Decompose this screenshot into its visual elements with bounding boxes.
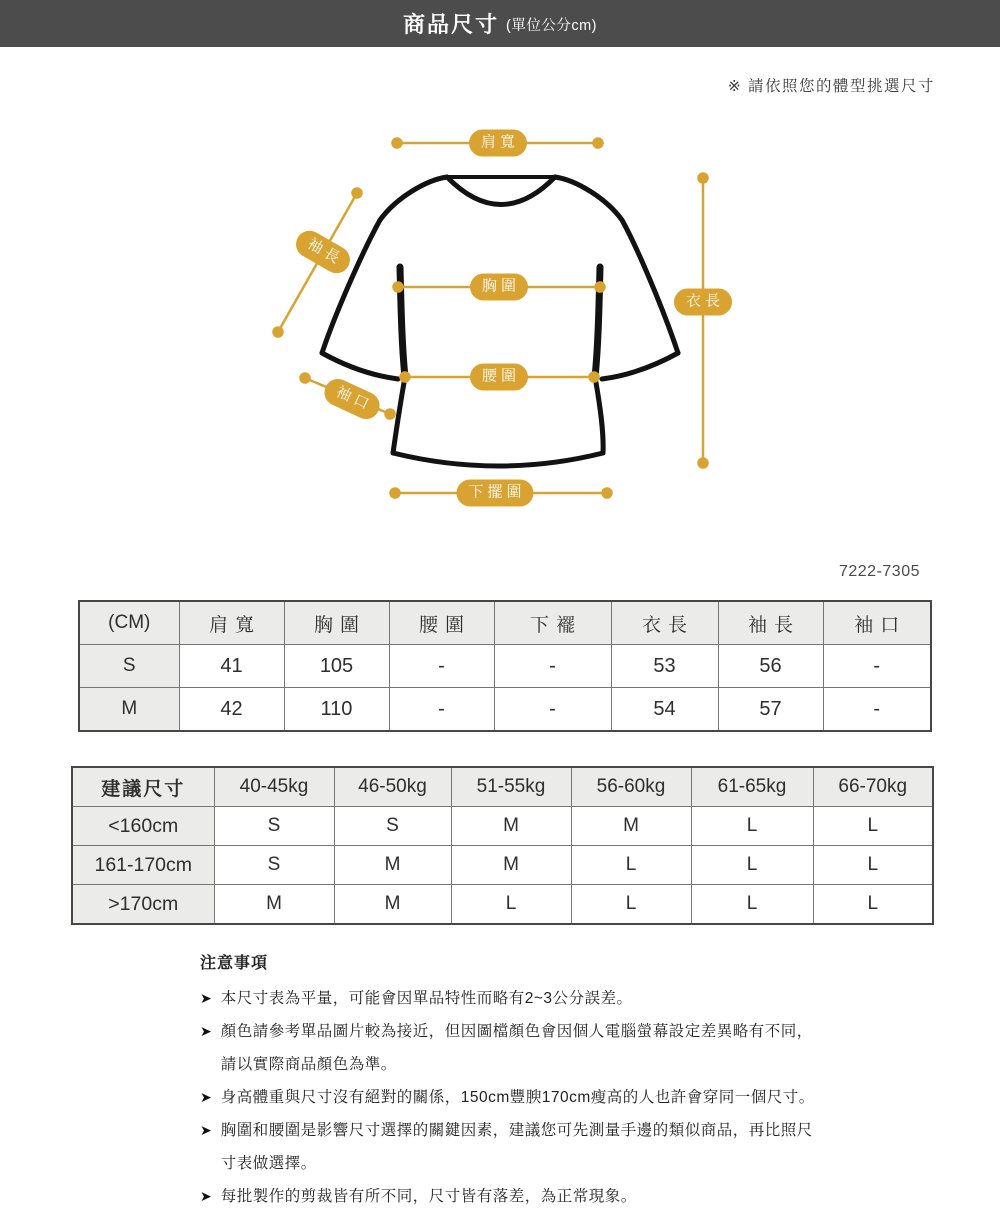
table-row	[79, 688, 931, 732]
height-row-label: 161-170cm	[72, 846, 214, 885]
note-text: 胸圍和腰圍是影響尺寸選擇的關鍵因素，建議您可先測量手邊的類似商品，再比照尺寸表做選擇。	[220, 1122, 813, 1172]
notes-section	[200, 950, 840, 1213]
cell: -	[494, 688, 611, 732]
column-header: 袖口	[823, 601, 931, 645]
column-header: 建議尺寸	[72, 767, 214, 807]
garment-length-label: 衣長	[674, 289, 732, 316]
table-row	[72, 846, 933, 885]
cuff-label: 袖口	[320, 375, 384, 424]
height-row-label: <160cm	[72, 807, 214, 846]
cell: -	[494, 645, 611, 688]
cell: M	[451, 807, 571, 846]
column-header: 66-70kg	[813, 767, 933, 807]
cell: M	[334, 885, 451, 925]
cell: L	[571, 885, 691, 925]
cell: 105	[284, 645, 389, 688]
cell: -	[389, 645, 494, 688]
arrow-bullet-icon: ➤	[200, 990, 212, 1006]
page-subtitle: (單位公分cm)	[506, 18, 597, 34]
cell: L	[813, 846, 933, 885]
note-text: 顏色請參考單品圖片較為接近，但因圖檔顏色會因個人電腦螢幕設定差異略有不同，請以實際商品顏色為準。	[220, 1023, 813, 1073]
product-code: 7222-7305	[838, 563, 920, 580]
waist-label: 腰圍	[470, 364, 528, 391]
cell: -	[823, 688, 931, 732]
cell: S	[214, 846, 334, 885]
column-header: 56-60kg	[571, 767, 691, 807]
table-row	[79, 645, 931, 688]
cell: S	[334, 807, 451, 846]
column-header: 衣長	[611, 601, 718, 645]
cell: -	[823, 645, 931, 688]
column-header: 61-65kg	[691, 767, 813, 807]
arrow-bullet-icon: ➤	[200, 1122, 212, 1138]
list-item	[200, 982, 840, 1015]
cell: M	[334, 846, 451, 885]
cell: L	[571, 846, 691, 885]
sleeve-length-label: 袖長	[291, 226, 355, 278]
arrow-bullet-icon: ➤	[200, 1188, 212, 1204]
chest-label: 胸圍	[470, 274, 528, 301]
note-text: 每批製作的剪裁皆有所不同，尺寸皆有落差，為正常現象。	[220, 1188, 637, 1205]
note-text: 身高體重與尺寸沒有絕對的關係，150cm豐腴170cm瘦高的人也許會穿同一個尺寸。	[220, 1089, 815, 1106]
column-header: 袖長	[718, 601, 823, 645]
cell: M	[451, 846, 571, 885]
cell: L	[691, 885, 813, 925]
height-row-label: >170cm	[72, 885, 214, 925]
cell: 110	[284, 688, 389, 732]
shoulder-width-label: 肩寬	[469, 130, 527, 157]
suggestion-header-row	[72, 767, 933, 807]
column-header: (CM)	[79, 601, 179, 645]
page-title: 商品尺寸	[402, 12, 499, 37]
size-measurement-table	[78, 600, 932, 732]
size-suggestion-table	[71, 766, 934, 925]
fit-advice-note: ※ 請依照您的體型挑選尺寸	[727, 78, 935, 95]
cell: L	[691, 807, 813, 846]
cell: 56	[718, 645, 823, 688]
measurement-lines	[274, 139, 708, 498]
size-row-label: S	[79, 645, 179, 688]
list-item	[200, 1015, 840, 1081]
column-header: 腰圍	[389, 601, 494, 645]
cell: -	[389, 688, 494, 732]
column-header: 46-50kg	[334, 767, 451, 807]
cell: 57	[718, 688, 823, 732]
hem-label: 下擺圍	[456, 480, 533, 507]
size-table-header-row	[79, 601, 931, 645]
cell: 41	[179, 645, 284, 688]
page-header-bar	[0, 0, 1000, 47]
column-header: 40-45kg	[214, 767, 334, 807]
garment-measurement-diagram	[0, 110, 1000, 560]
cell: 42	[179, 688, 284, 732]
note-text: 本尺寸表為平量，可能會因單品特性而略有2~3公分誤差。	[220, 990, 633, 1007]
list-item	[200, 1081, 840, 1114]
list-item	[200, 1114, 840, 1180]
column-header: 下襬	[494, 601, 611, 645]
arrow-bullet-icon: ➤	[200, 1089, 212, 1105]
size-row-label: M	[79, 688, 179, 732]
table-row	[72, 885, 933, 925]
cell: 53	[611, 645, 718, 688]
cell: L	[691, 846, 813, 885]
cell: M	[214, 885, 334, 925]
notes-title: 注意事項	[200, 955, 269, 972]
shirt-outline	[322, 177, 678, 466]
cell: S	[214, 807, 334, 846]
list-item	[200, 1180, 840, 1213]
arrow-bullet-icon: ➤	[200, 1023, 212, 1039]
table-row	[72, 807, 933, 846]
cell: L	[813, 807, 933, 846]
cell: 54	[611, 688, 718, 732]
cell: L	[813, 885, 933, 925]
cell: L	[451, 885, 571, 925]
column-header: 胸圍	[284, 601, 389, 645]
column-header: 51-55kg	[451, 767, 571, 807]
column-header: 肩寬	[179, 601, 284, 645]
cell: M	[571, 807, 691, 846]
